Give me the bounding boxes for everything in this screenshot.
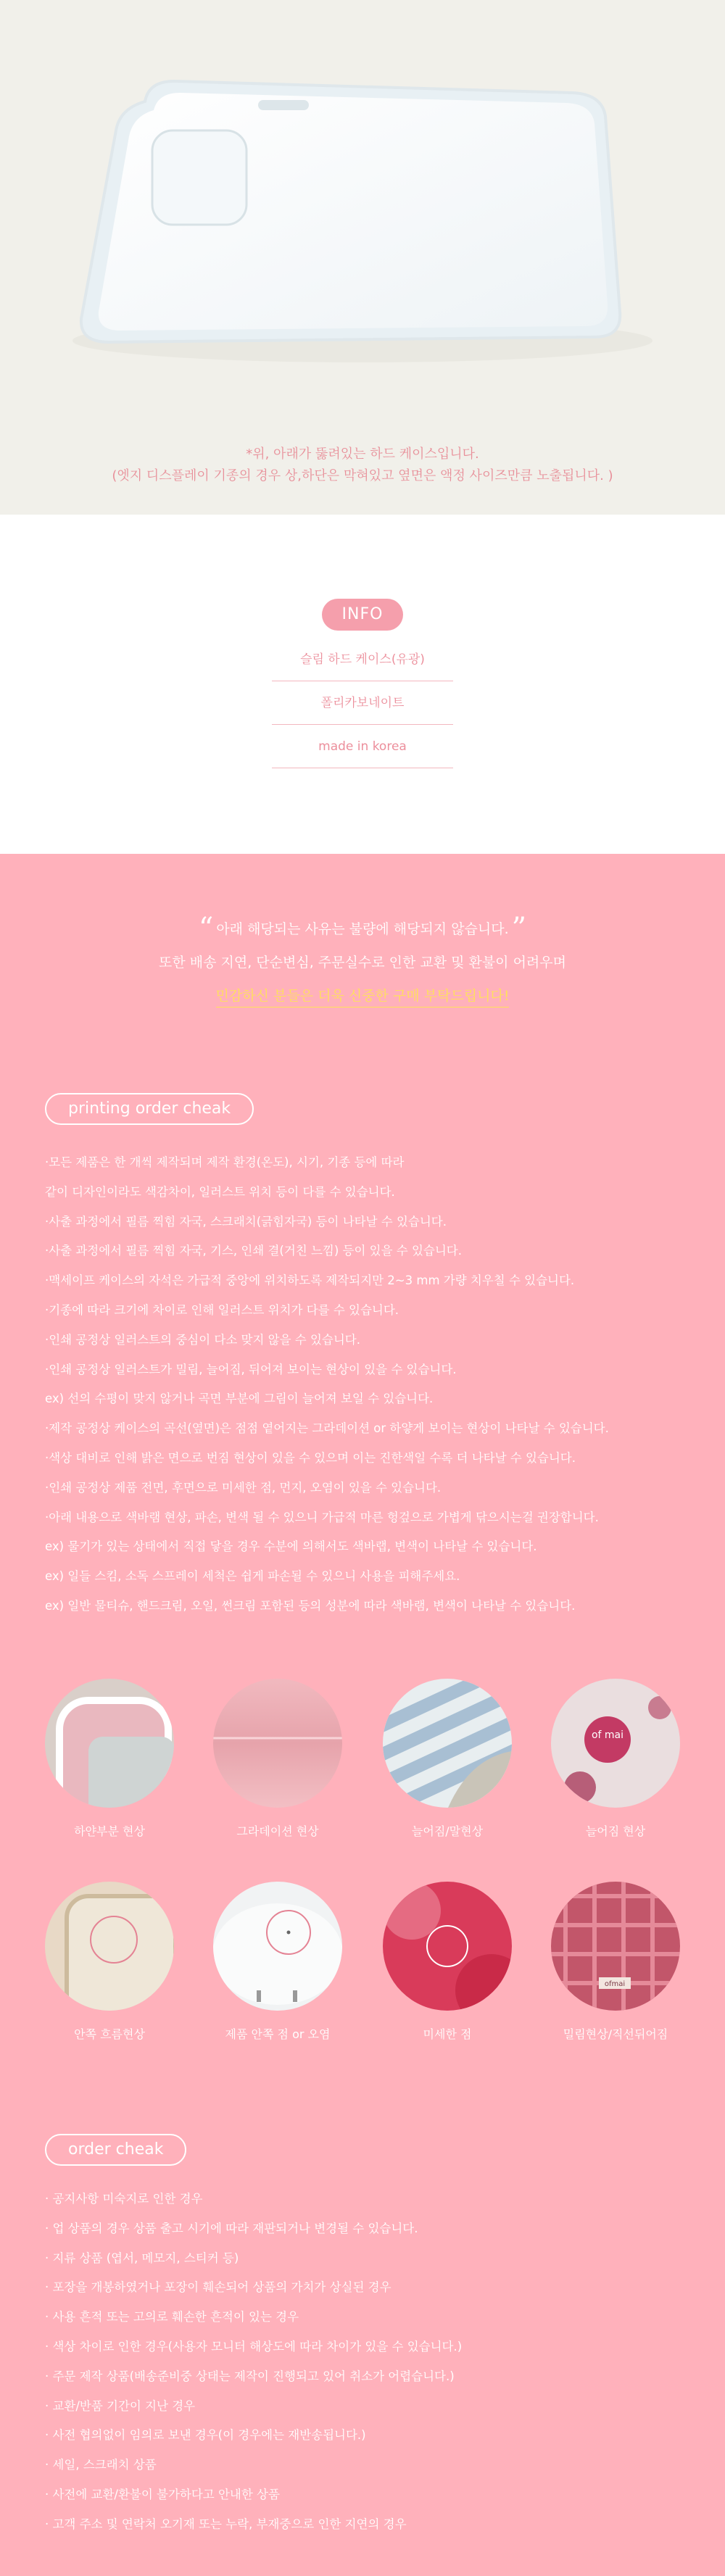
defect-label: 늘어짐 현상 (585, 1824, 646, 1838)
printing-rules-list (45, 1148, 697, 1621)
list-item: · 고객 주소 및 연락처 오기재 또는 누락, 부재중으로 인한 지연의 경우 (45, 2517, 407, 2531)
list-item: ·인쇄 공정상 일러스트의 중심이 다소 맞지 않을 수 있습니다. (45, 1332, 360, 1347)
info-item-origin: made in korea (272, 725, 453, 768)
list-item: · 사전에 교환/환불이 불가하다고 안내한 상품 (45, 2487, 280, 2501)
notice-line3: 민감하신 분들은 더욱 신중한 구매 부탁드립니다! (216, 988, 510, 1007)
list-item: ·맥세이프 케이스의 자석은 가급적 중앙에 위치하도록 제작되지만 2~3 mm 가량 치우칠 수 있습니다. (45, 1274, 575, 1288)
phone-case-photo (0, 0, 725, 435)
list-item: ·사출 과정에서 필름 찍힘 자국, 기스, 인쇄 결(거친 느낌) 등이 있을 수 있습니다. (45, 1244, 462, 1258)
info-section (0, 515, 725, 854)
hero-section (0, 0, 725, 515)
defect-photo-inner-flow (45, 1882, 174, 2011)
hero-note-line2: (엣지 디스플레이 기종의 경우 상,하단은 막혀있고 옆면은 액정 사이즈만큼 노출됩니다. ) (112, 468, 613, 483)
open-quote-icon: “ (198, 912, 214, 945)
hero-note (0, 444, 725, 487)
list-item: ·인쇄 공정상 제품 전면, 후면으로 미세한 점, 먼지, 오염이 있을 수 있습니다. (45, 1480, 442, 1495)
list-item: · 주문 제작 상품(배송준비중 상태는 제작이 진행되고 있어 취소가 어렵습니다.) (45, 2369, 455, 2383)
defect-label: 밀림현상/직선뒤어짐 (563, 2027, 668, 2041)
notice-line2: 또한 배송 지연, 단순변심, 주문실수로 인한 교환 및 환불이 어려우며 (159, 955, 566, 971)
defect-label: 제품 안쪽 점 or 오염 (225, 2027, 331, 2041)
notice-section (0, 854, 725, 2576)
defect-label: 미세한 점 (423, 2027, 472, 2041)
list-item: ex) 일반 물티슈, 핸드크림, 오일, 썬크림 포함된 등의 성분에 따라 색바램, 변색이 나타날 수 있습니다. (45, 1598, 576, 1613)
list-item: ex) 일들 스킴, 소독 스프레이 세척은 쉽게 파손될 수 있으니 사용을 피해주세요. (45, 1569, 460, 1584)
list-item: ·인쇄 공정상 일러스트가 밀림, 늘어짐, 뒤어져 보이는 현상이 있을 수 있습니다. (45, 1362, 457, 1376)
hero-note-line1: *위, 아래가 뚫려있는 하드 케이스입니다. (246, 446, 479, 462)
defect-label: 늘어짐/말현상 (411, 1824, 484, 1838)
defect-photo-white-edge (45, 1679, 174, 1808)
list-item: · 사전 협의없이 임의로 보낸 경우(이 경우에는 재반송됩니다.) (45, 2428, 366, 2443)
list-item: 같이 디자인이라도 색감차이, 일러스트 위치 등이 다를 수 있습니다. (45, 1184, 395, 1199)
info-badge: INFO (322, 599, 403, 631)
info-item-polycarbonate: 폴리카보네이트 (272, 681, 453, 725)
defect-photo-gradation (213, 1679, 342, 1808)
order-rules-list (45, 2185, 697, 2540)
list-item: ·색상 대비로 인해 밝은 면으로 번짐 현상이 있을 수 있으며 이는 진한색일 수록 더 나타날 수 있습니다. (45, 1450, 576, 1465)
defect-photo-stretch-stripes (383, 1679, 512, 1808)
defect-label: 하얀부분 현상 (74, 1824, 145, 1838)
tag-brand-text: ofmai (604, 1980, 626, 1988)
close-quote-icon: ” (511, 912, 527, 945)
list-item: ·아래 내용으로 색바램 현상, 파손, 변색 될 수 있으니 가급적 마른 헝겊으로 가볍게 닦으시는걸 권장합니다. (45, 1510, 599, 1524)
list-item: · 세일, 스크래치 상품 (45, 2458, 157, 2472)
defect-photo-sticker (551, 1679, 680, 1808)
list-item: ·모든 제품은 한 개씩 제작되며 제작 환경(온도), 시기, 기종 등에 따라 (45, 1155, 405, 1169)
defect-label: 그라데이션 현상 (236, 1824, 319, 1838)
list-item: ·사출 과정에서 필름 찍힘 자국, 스크래치(긁힘자국) 등이 나타날 수 있습니다. (45, 1214, 447, 1229)
list-item: · 사용 흔적 또는 고의로 훼손한 흔적이 있는 경우 (45, 2310, 299, 2324)
list-item: · 업 상품의 경우 상품 출고 시기에 따라 재판되거나 변경될 수 있습니다. (45, 2221, 418, 2235)
list-item: · 지류 상품 (엽서, 메모지, 스티커 등) (45, 2251, 239, 2265)
list-item: · 교환/반품 기간이 지난 경우 (45, 2398, 196, 2413)
info-item-material: 슬림 하드 케이스(유광) (272, 638, 453, 681)
defect-photo-check-pattern (551, 1882, 680, 2011)
list-item: · 색상 차이로 인한 경우(사용자 모니터 해상도에 따라 차이가 있을 수 있습니다.) (45, 2339, 463, 2353)
defect-photo-inner-dot (213, 1882, 342, 2011)
notice-line1: 아래 해당되는 사유는 불량에 해당되지 않습니다. (216, 921, 509, 937)
list-item: ex) 물기가 있는 상태에서 직접 닿을 경우 수분에 의해서도 색바랩, 변색이 나타날 수 있습니다. (45, 1540, 537, 1554)
printing-check-title: printing order cheak (45, 1093, 254, 1125)
list-item: ·기종에 따라 크기에 차이로 인해 일러스트 위치가 다를 수 있습니다. (45, 1302, 399, 1317)
list-item: ex) 선의 수평이 맞지 않거나 곡면 부분에 그림이 늘어져 보일 수 있습니다. (45, 1392, 434, 1406)
list-item: · 공지사항 미숙지로 인한 경우 (45, 2192, 203, 2206)
defect-photo-fine-dot (383, 1882, 512, 2011)
defect-label: 안쪽 흐름현상 (74, 2027, 145, 2041)
list-item: · 포장을 개봉하였거나 포장이 훼손되어 상품의 가치가 상실된 경우 (45, 2280, 392, 2295)
list-item: ·제작 공정상 케이스의 곡선(옆면)은 점점 옅어지는 그라데이션 or 하얗게 보이는 현상이 나타날 수 있습니다. (45, 1421, 609, 1436)
notice-quote (0, 912, 725, 1013)
sticker-brand-text: of mai (591, 1729, 624, 1741)
order-check-title: order cheak (45, 2134, 186, 2166)
